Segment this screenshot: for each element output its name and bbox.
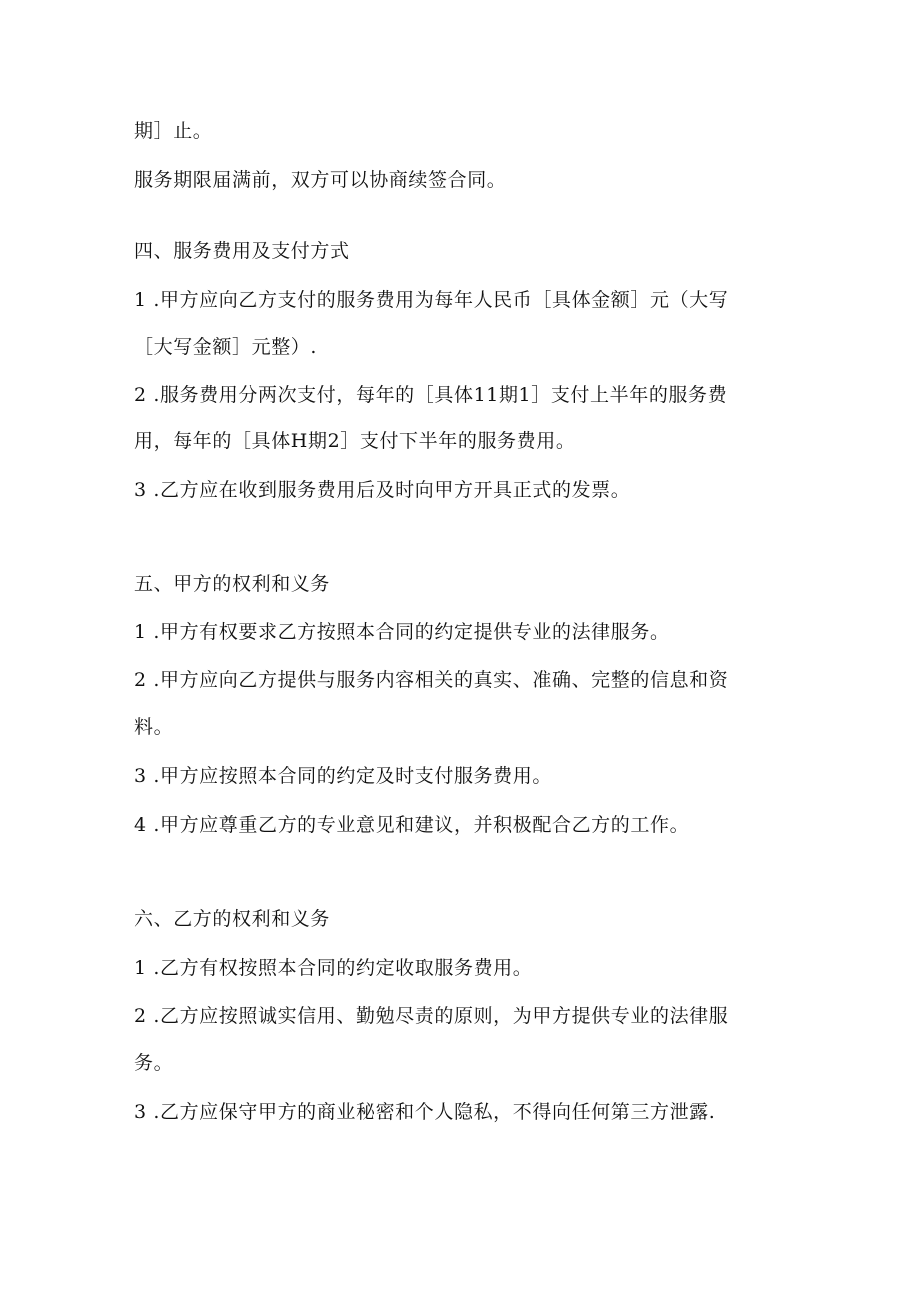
text-line-13: 3 .甲方应按照本合同的约定及时支付服务费用。 <box>134 765 552 787</box>
section-heading-5: 五、甲方的权利和义务 <box>134 573 331 595</box>
text-line-16: 1 .乙方有权按照本合同的约定收取服务费用。 <box>134 957 533 979</box>
text-line-12: 料。 <box>134 716 174 738</box>
text-line-17: 2 .乙方应按照诚实信用、勤勉尽责的原则，为甲方提供专业的法律服 <box>134 1005 729 1027</box>
text-line-6: 2 .服务费用分两次支付，每年的［具体11期1］支付上半年的服务费 <box>134 384 728 406</box>
text-line-8: 3 .乙方应在收到服务费用后及时向甲方开具正式的发票。 <box>134 479 631 501</box>
text-line-18: 务。 <box>134 1052 174 1074</box>
text-line-10: 1 .甲方有权要求乙方按照本合同的约定提供专业的法律服务。 <box>134 621 670 643</box>
section-heading-6: 六、乙方的权利和义务 <box>134 908 331 930</box>
text-line-11: 2 .甲方应向乙方提供与服务内容相关的真实、准确、完整的信息和资 <box>134 669 729 691</box>
text-line-1: 期］止。 <box>134 120 213 142</box>
text-line-5: ［大写金额］元整）. <box>134 336 318 358</box>
text-line-19: 3 .乙方应保守甲方的商业秘密和个人隐私，不得向任何第三方泄露. <box>134 1101 716 1123</box>
text-line-7: 用，每年的［具体H期2］支付下半年的服务费用。 <box>134 430 576 452</box>
text-line-2: 服务期限届满前，双方可以协商续签合同。 <box>134 169 507 191</box>
text-line-4: 1 .甲方应向乙方支付的服务费用为每年人民币［具体金额］元（大写 <box>134 289 729 311</box>
section-heading-4: 四、服务费用及支付方式 <box>134 240 350 262</box>
text-line-14: 4 .甲方应尊重乙方的专业意见和建议，并积极配合乙方的工作。 <box>134 814 690 836</box>
